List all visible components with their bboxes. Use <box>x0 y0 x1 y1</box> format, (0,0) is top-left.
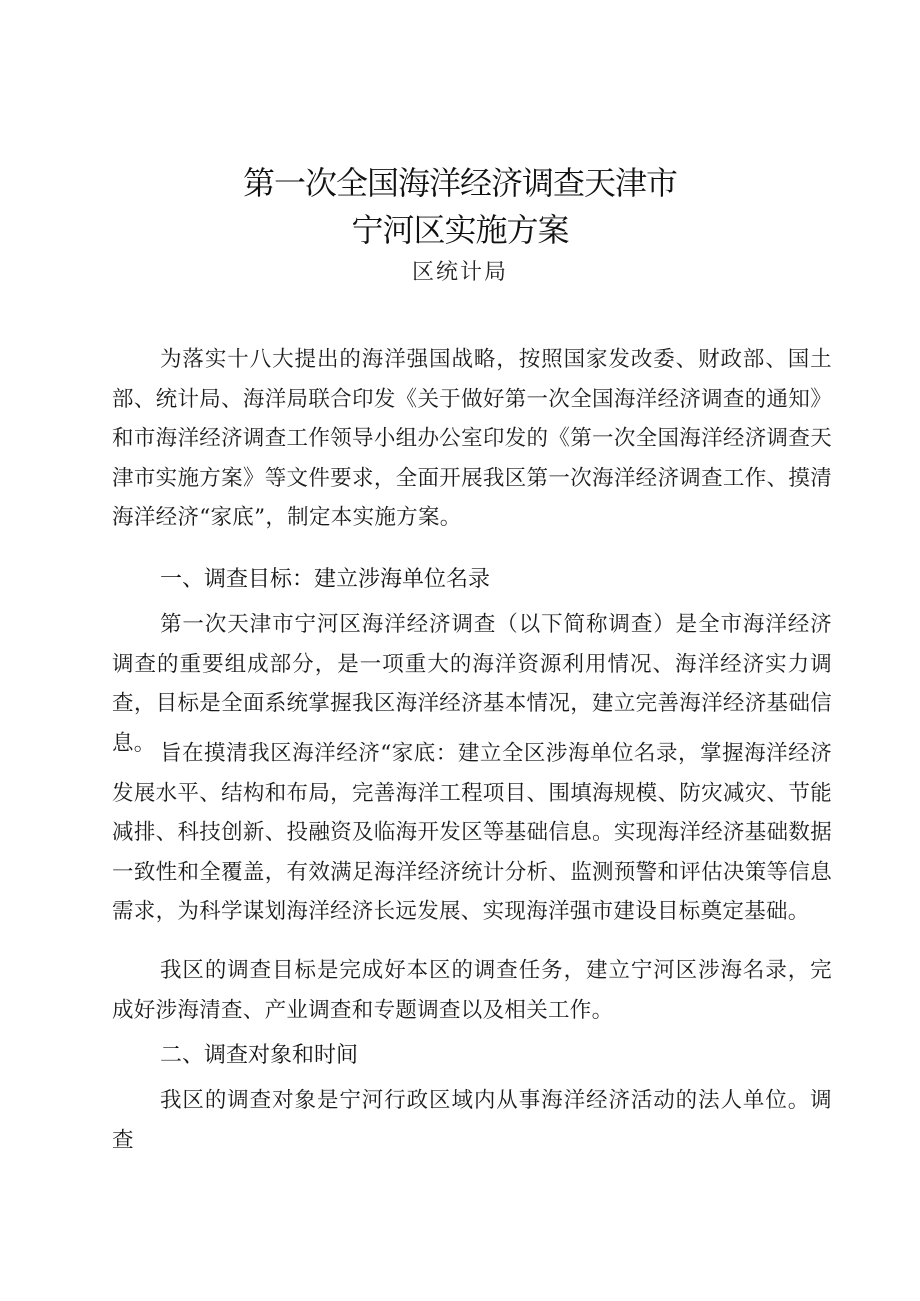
section-2-paragraph-1: 我区的调查对象是宁河行政区域内从事海洋经济活动的法人单位。调查 <box>112 1088 832 1153</box>
section-1-heading: 一、调查目标：建立涉海单位名录 <box>160 567 491 592</box>
section-2-heading: 二、调查对象和时间 <box>160 1043 359 1068</box>
intro-paragraph: 为落实十八大提出的海洋强国战略，按照国家发改委、财政部、国土部、统计局、海洋局联合印发《关于做好第一次全国海洋经济调查的通知》和市海洋经济调查工作领导小组办公室印发的《第一次全国海洋经济调查天津市实施方案》等文件要求，全面开展我区第一次海洋经济调查工作、摸清海洋经济“家底”，制定本实施方案。 <box>112 347 832 530</box>
section-1-paragraph-1: 第一次天津市宁河区海洋经济调查（以下简称调查）是全市海洋经济调查的重要组成部分，是一项重大的海洋资源利用情况、海洋经济实力调查，目标是全面系统掌握我区海洋经济基本情况，建立完善海洋经济基础信息。 <box>112 612 832 756</box>
section-1-paragraph-3: 我区的调查目标是完成好本区的调查任务，建立宁河区涉海名录，完成好涉海清查、产业调查和专题调查以及相关工作。 <box>112 958 832 1023</box>
document-author: 区统计局 <box>411 260 508 285</box>
document-title-line-2: 宁河区实施方案 <box>351 211 569 249</box>
document-title-line-1: 第一次全国海洋经济调查天津市 <box>242 164 677 202</box>
section-1-paragraph-2: 旨在摸清我区海洋经济“家底：建立全区涉海单位名录，掌握海洋经济发展水平、结构和布局，完善海洋工程项目、围填海规模、防灾减灾、节能减排、科技创新、投融资及临海开发区等基础信息。实现海洋经济基础数据一致性和全覆盖，有效满足海洋经济统计分析、监测预警和评估决策等信息需求，为科学谋划海洋经济长远发展、实现海洋强市建设目标奠定基础。 <box>112 741 832 924</box>
